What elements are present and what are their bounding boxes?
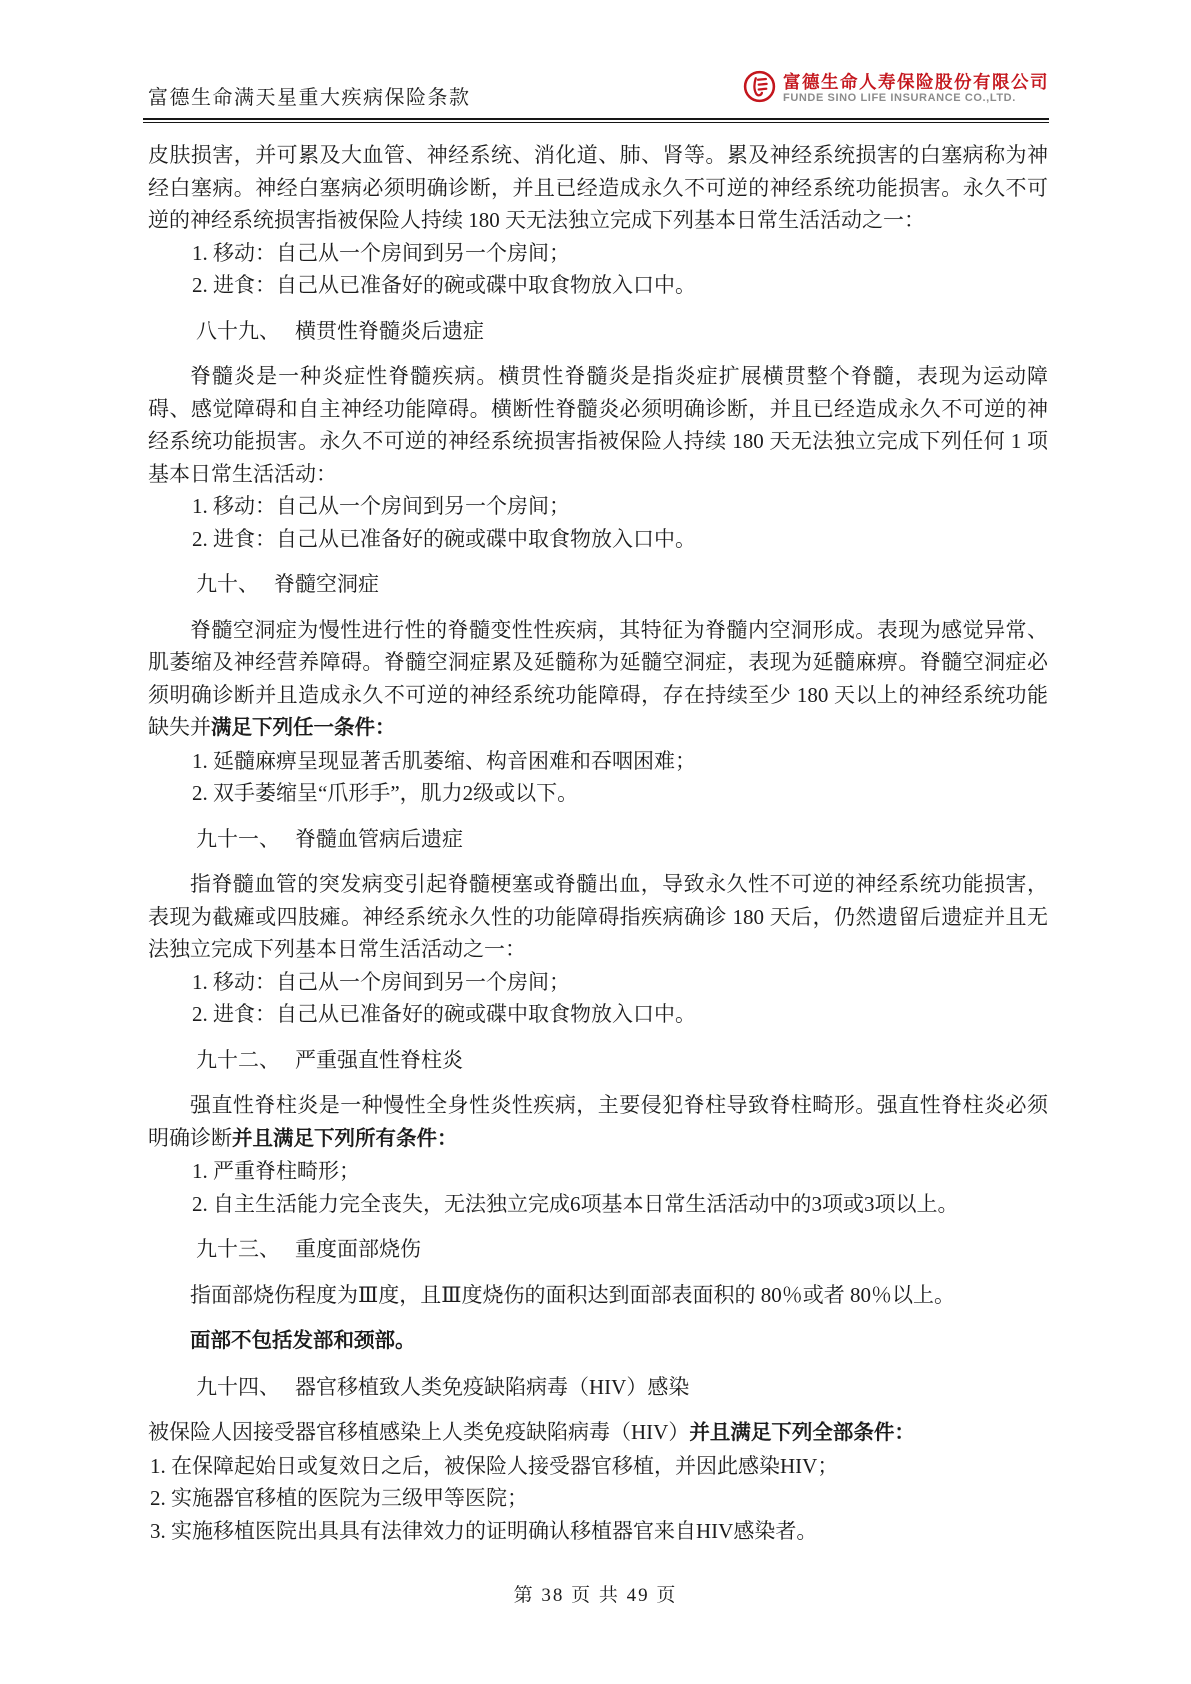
text-run: 指脊髓血管的突发病变引起脊髓梗塞或脊髓出血，导致永久性不可逆的神经系统功能损害，表现为截瘫或四肢瘫。神经系统永久性的功能障碍指疾病确诊 180 天后，仍然遗留后遗症并且无法独立完成下列基本日常生活活动之一： bbox=[148, 872, 1048, 961]
section-title: 脊髓空洞症 bbox=[274, 572, 379, 596]
company-logo-icon bbox=[743, 70, 776, 108]
paragraph bbox=[148, 1089, 1048, 1155]
list-item: 1. 移动：自己从一个房间到另一个房间； bbox=[192, 969, 570, 994]
company-name-chinese: 富德生命人寿保险股份有限公司 bbox=[783, 72, 1049, 92]
section-number: 九十三、 bbox=[196, 1237, 280, 1261]
bold-text-run: 面部不包括发部和颈部。 bbox=[190, 1329, 416, 1352]
list-item: 3. 实施移植医院出具具有法律效力的证明确认移植器官来自HIV感染者。 bbox=[150, 1518, 818, 1543]
section-heading bbox=[148, 1233, 1048, 1266]
document-body bbox=[148, 139, 1048, 1547]
company-name-block bbox=[783, 73, 1049, 105]
list-item: 1. 严重脊柱畸形； bbox=[192, 1159, 360, 1183]
text-run: 强直性脊柱炎是一种慢性全身性炎性疾病，主要侵犯脊柱导致脊柱畸形。强直性脊柱炎必须明确诊断 bbox=[148, 1093, 1048, 1150]
company-logo bbox=[743, 70, 1049, 108]
text-run: 脊髓空洞症为慢性进行性的脊髓变性性疾病，其特征为脊髓内空洞形成。表现为感觉异常、肌萎缩及神经营养障碍。脊髓空洞症累及延髓称为延髓空洞症，表现为延髓麻痹。脊髓空洞症必须明确诊断并且造成永久不可逆的神经系统功能障碍，存在持续至少 180 天以上的神经系统功能缺失并 bbox=[148, 617, 1048, 739]
page-number: 第 38 页 共 49 页 bbox=[513, 1585, 678, 1606]
list-item: 2. 实施器官移植的医院为三级甲等医院； bbox=[150, 1486, 528, 1510]
section-number: 九十四、 bbox=[196, 1374, 280, 1399]
bold-text-run: 并且满足下列所有条件： bbox=[232, 1126, 458, 1150]
document-title: 富德生命满天星重大疾病保险条款 bbox=[148, 87, 471, 109]
list-item: 2. 进食：自己从已准备好的碗或碟中取食物放入口中。 bbox=[192, 273, 696, 297]
text-run: 指面部烧伤程度为Ⅲ度，且Ⅲ度烧伤的面积达到面部表面积的 80％或者 80％以上。 bbox=[190, 1282, 955, 1307]
paragraph bbox=[148, 614, 1048, 745]
page-header bbox=[148, 0, 1049, 123]
company-name-english: FUNDE SINO LIFE INSURANCE CO.,LTD. bbox=[783, 92, 1016, 104]
paragraph bbox=[148, 1416, 1048, 1450]
text-run: 脊髓炎是一种炎症性脊髓疾病。横贯性脊髓炎是指炎症扩展横贯整个脊髓，表现为运动障碍、感觉障碍和自主神经功能障碍。横断性脊髓炎必须明确诊断，并且已经造成永久不可逆的神经系统功能损害。永久不可逆的神经系统损害指被保险人持续 180 天无法独立完成下列任何 1 项基本日常生活活动： bbox=[148, 364, 1048, 486]
section-number: 九十一、 bbox=[196, 826, 280, 851]
list-item: 1. 移动：自己从一个房间到另一个房间； bbox=[192, 494, 570, 518]
header-divider bbox=[143, 118, 1049, 123]
list-item: 2. 双手萎缩呈“爪形手”，肌力2级或以下。 bbox=[192, 781, 579, 805]
section-title: 严重强直性脊柱炎 bbox=[295, 1047, 463, 1072]
section-number: 九十、 bbox=[196, 572, 259, 596]
paragraph bbox=[148, 139, 1048, 237]
list-item: 2. 进食：自己从已准备好的碗或碟中取食物放入口中。 bbox=[192, 1002, 696, 1026]
list-item: 1. 延髓麻痹呈现显著舌肌萎缩、构音困难和吞咽困难； bbox=[192, 748, 696, 773]
section-heading bbox=[148, 1371, 1048, 1404]
section-title: 器官移植致人类免疫缺陷病毒（HIV）感染 bbox=[295, 1374, 690, 1399]
paragraph bbox=[148, 360, 1048, 490]
text-run: 皮肤损害，并可累及大血管、神经系统、消化道、肺、肾等。累及神经系统损害的白塞病称为神经白塞病。神经白塞病必须明确诊断，并且已经造成永久不可逆的神经系统功能损害。永久不可逆的神经系统损害指被保险人持续 180 天无法独立完成下列基本日常生活活动之一： bbox=[148, 143, 1048, 232]
section-heading bbox=[148, 1044, 1048, 1077]
list-item: 2. 自主生活能力完全丧失，无法独立完成6项基本日常生活活动中的3项或3项以上。 bbox=[192, 1191, 959, 1216]
section-heading bbox=[148, 823, 1048, 856]
list-item: 1. 移动：自己从一个房间到另一个房间； bbox=[192, 240, 570, 265]
section-title: 重度面部烧伤 bbox=[295, 1237, 421, 1261]
paragraph bbox=[148, 868, 1048, 966]
page-footer bbox=[0, 1580, 1191, 1607]
text-run: 被保险人因接受器官移植感染上人类免疫缺陷病毒（HIV） bbox=[148, 1420, 690, 1444]
list-item: 2. 进食：自己从已准备好的碗或碟中取食物放入口中。 bbox=[192, 526, 696, 551]
section-number: 八十九、 bbox=[196, 318, 280, 343]
section-title: 脊髓血管病后遗症 bbox=[295, 826, 463, 851]
bold-text-run: 满足下列任一条件： bbox=[211, 716, 396, 739]
section-heading bbox=[148, 315, 1048, 348]
list-item: 1. 在保障起始日或复效日之后，被保险人接受器官移植，并因此感染HIV； bbox=[150, 1453, 839, 1478]
section-heading bbox=[148, 568, 1048, 601]
paragraph bbox=[148, 1324, 1048, 1358]
section-number: 九十二、 bbox=[196, 1047, 280, 1072]
section-title: 横贯性脊髓炎后遗症 bbox=[295, 318, 484, 343]
bold-text-run: 并且满足下列全部条件： bbox=[689, 1421, 915, 1444]
paragraph bbox=[148, 1279, 1048, 1312]
